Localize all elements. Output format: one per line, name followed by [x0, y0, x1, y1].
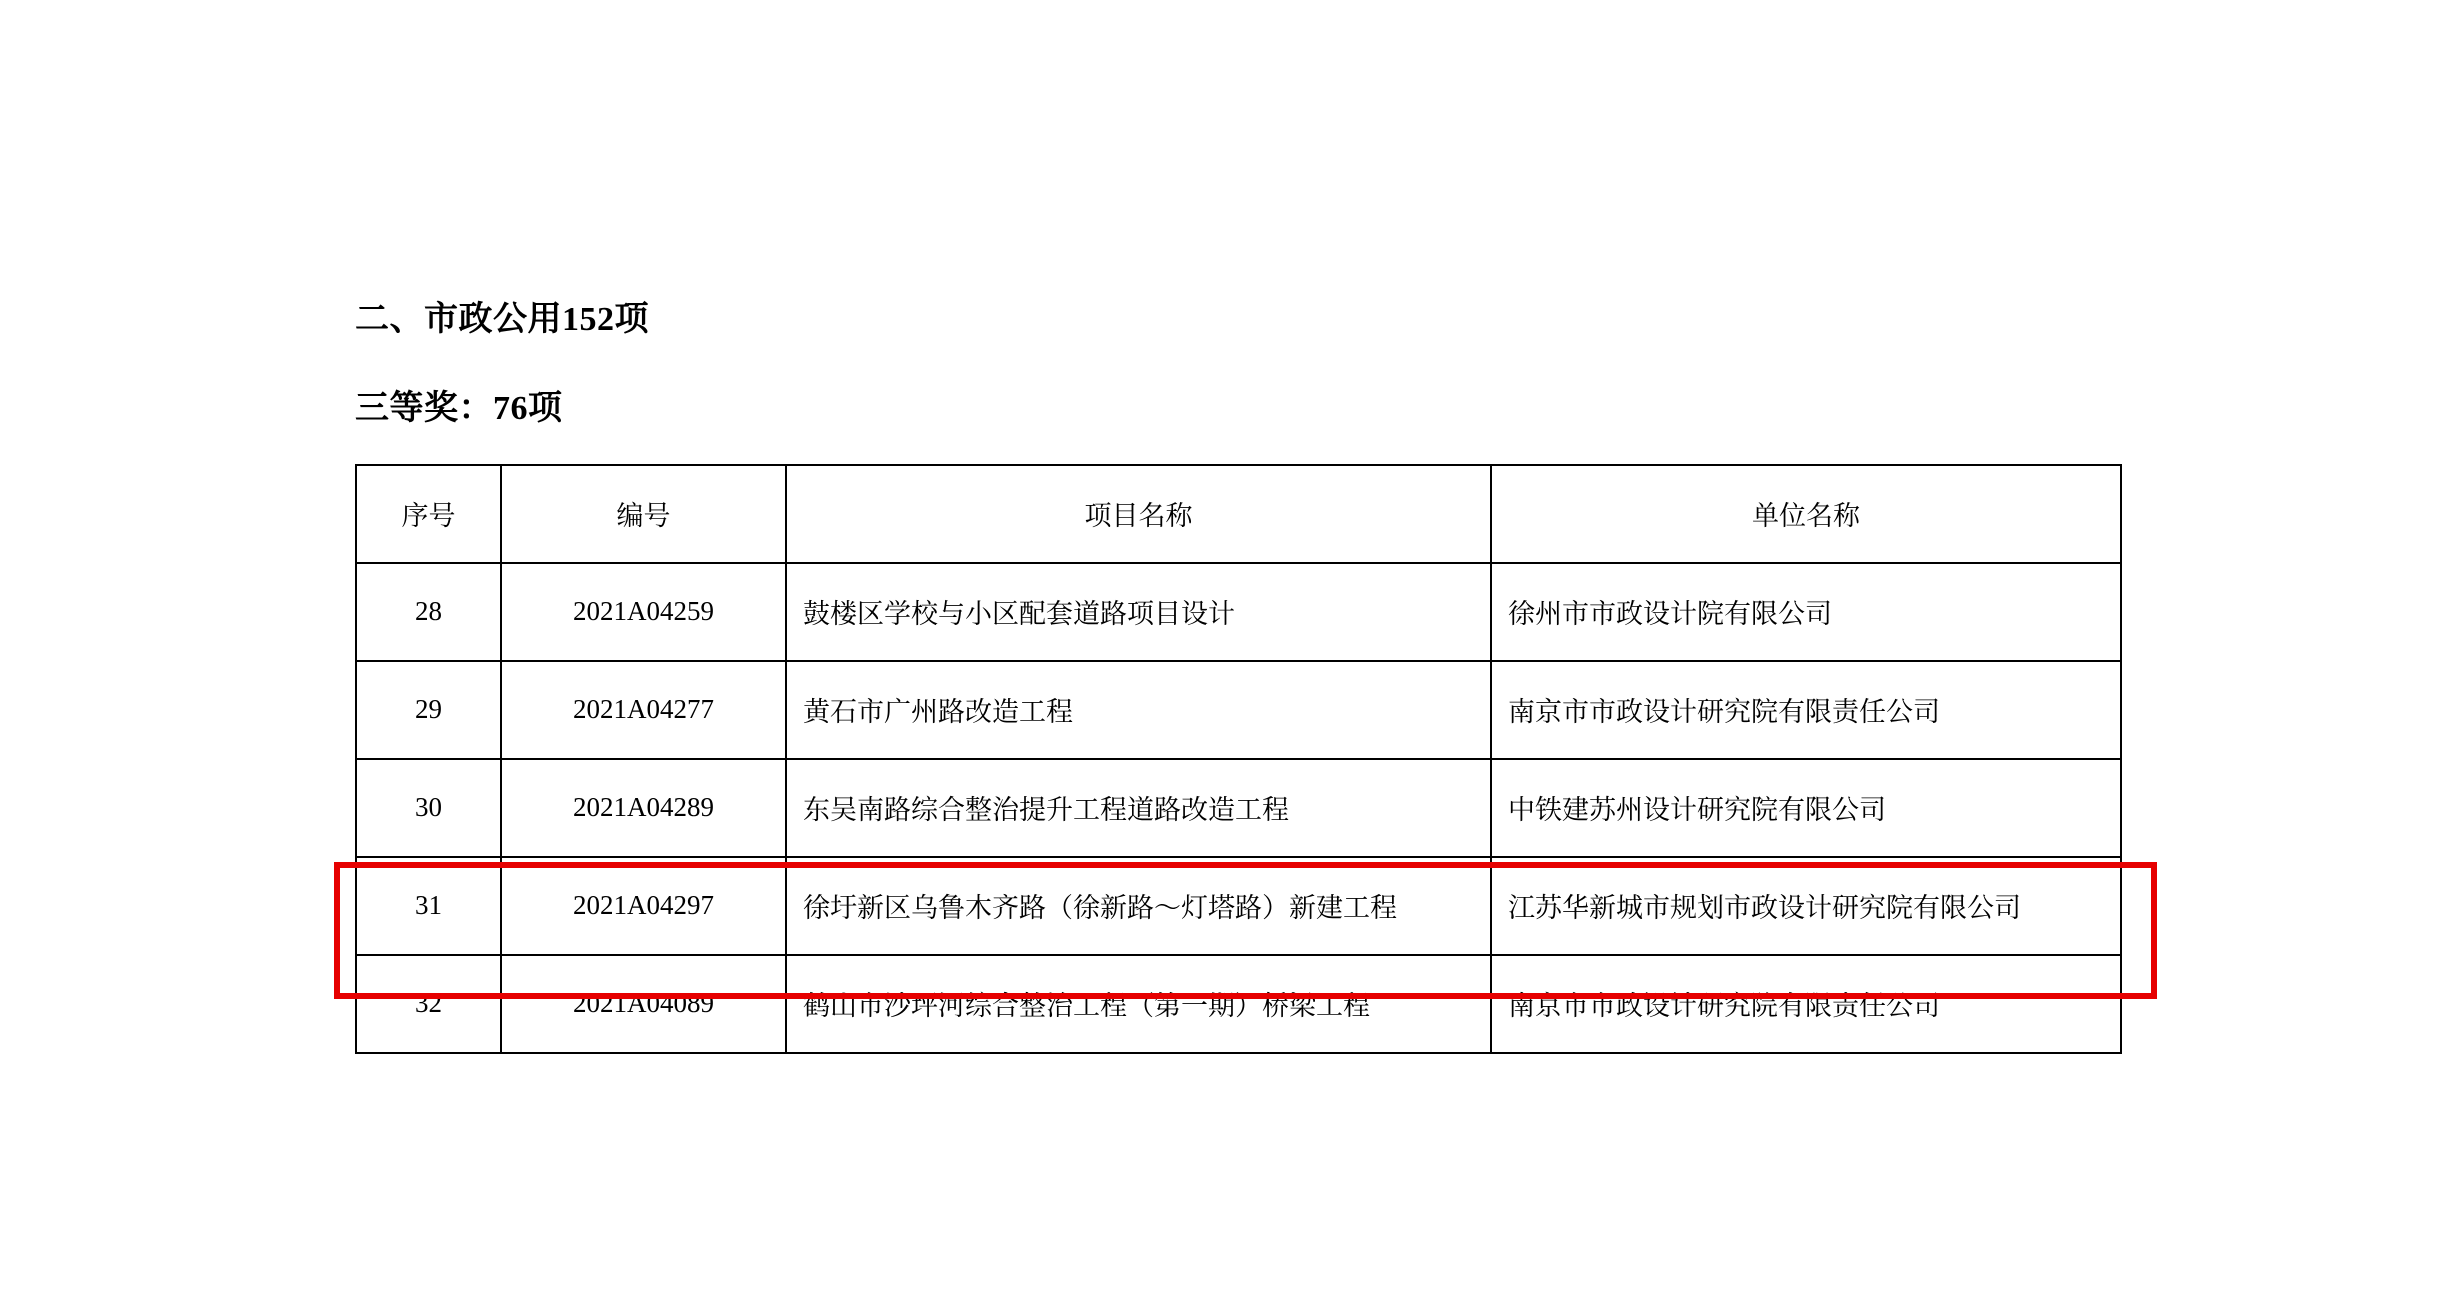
table-row	[356, 563, 2121, 661]
cell-no	[356, 563, 501, 661]
cell-unit	[1491, 563, 2121, 661]
cell-unit	[1491, 857, 2121, 955]
cell-project-text: 黄石市广州路改造工程	[803, 697, 1073, 728]
cell-no-text: 29	[415, 694, 442, 725]
cell-no-text: 30	[415, 792, 442, 823]
cell-project-text: 东吴南路综合整治提升工程道路改造工程	[803, 795, 1289, 826]
column-header-code-label: 编号	[616, 501, 671, 532]
cell-code-text: 2021A04277	[573, 694, 714, 725]
section-heading: 二、市政公用152项	[355, 301, 649, 338]
table-row	[356, 955, 2121, 1053]
column-header-project-label: 项目名称	[1084, 501, 1193, 532]
cell-no-text: 31	[415, 890, 442, 921]
cell-project-text: 鹤山市沙坪河综合整治工程（第一期）桥梁工程	[803, 991, 1370, 1022]
cell-project-text: 徐圩新区乌鲁木齐路（徐新路～灯塔路）新建工程	[803, 893, 1397, 924]
cell-code	[501, 857, 786, 955]
column-header-unit	[1491, 465, 2121, 563]
cell-unit-text: 徐州市市政设计院有限公司	[1508, 599, 1832, 630]
cell-no	[356, 857, 501, 955]
table-row-highlighted	[356, 857, 2121, 955]
column-header-no-label: 序号	[401, 501, 456, 532]
table-row	[356, 759, 2121, 857]
cell-code	[501, 759, 786, 857]
cell-project	[786, 759, 1491, 857]
cell-no-text: 28	[415, 596, 442, 627]
cell-project-text: 鼓楼区学校与小区配套道路项目设计	[803, 599, 1235, 630]
document-body	[355, 300, 2145, 1054]
column-header-no	[356, 465, 501, 563]
cell-project	[786, 955, 1491, 1053]
cell-unit-text: 江苏华新城市规划市政设计研究院有限公司	[1508, 893, 2021, 924]
cell-unit	[1491, 759, 2121, 857]
cell-no	[356, 955, 501, 1053]
cell-no	[356, 759, 501, 857]
cell-unit-text: 南京市市政设计研究院有限责任公司	[1508, 991, 1940, 1022]
cell-no	[356, 661, 501, 759]
cell-code	[501, 661, 786, 759]
cell-code	[501, 563, 786, 661]
cell-unit	[1491, 661, 2121, 759]
cell-code-text: 2021A04259	[573, 596, 714, 627]
award-level-heading: 三等奖：76项	[355, 389, 563, 427]
cell-code	[501, 955, 786, 1053]
column-header-unit-label: 单位名称	[1752, 501, 1860, 532]
table-row	[356, 661, 2121, 759]
cell-project	[786, 857, 1491, 955]
cell-no-text: 32	[415, 988, 442, 1019]
cell-project	[786, 661, 1491, 759]
cell-unit-text: 中铁建苏州设计研究院有限公司	[1508, 795, 1886, 826]
cell-unit-text: 南京市市政设计研究院有限责任公司	[1508, 697, 1940, 728]
column-header-project	[786, 465, 1491, 563]
cell-code-text: 2021A04089	[573, 988, 714, 1019]
cell-code-text: 2021A04297	[573, 890, 714, 921]
award-table	[355, 464, 2122, 1054]
cell-project	[786, 563, 1491, 661]
column-header-code	[501, 465, 786, 563]
cell-code-text: 2021A04289	[573, 792, 714, 823]
table-header-row	[356, 465, 2121, 563]
cell-unit	[1491, 955, 2121, 1053]
